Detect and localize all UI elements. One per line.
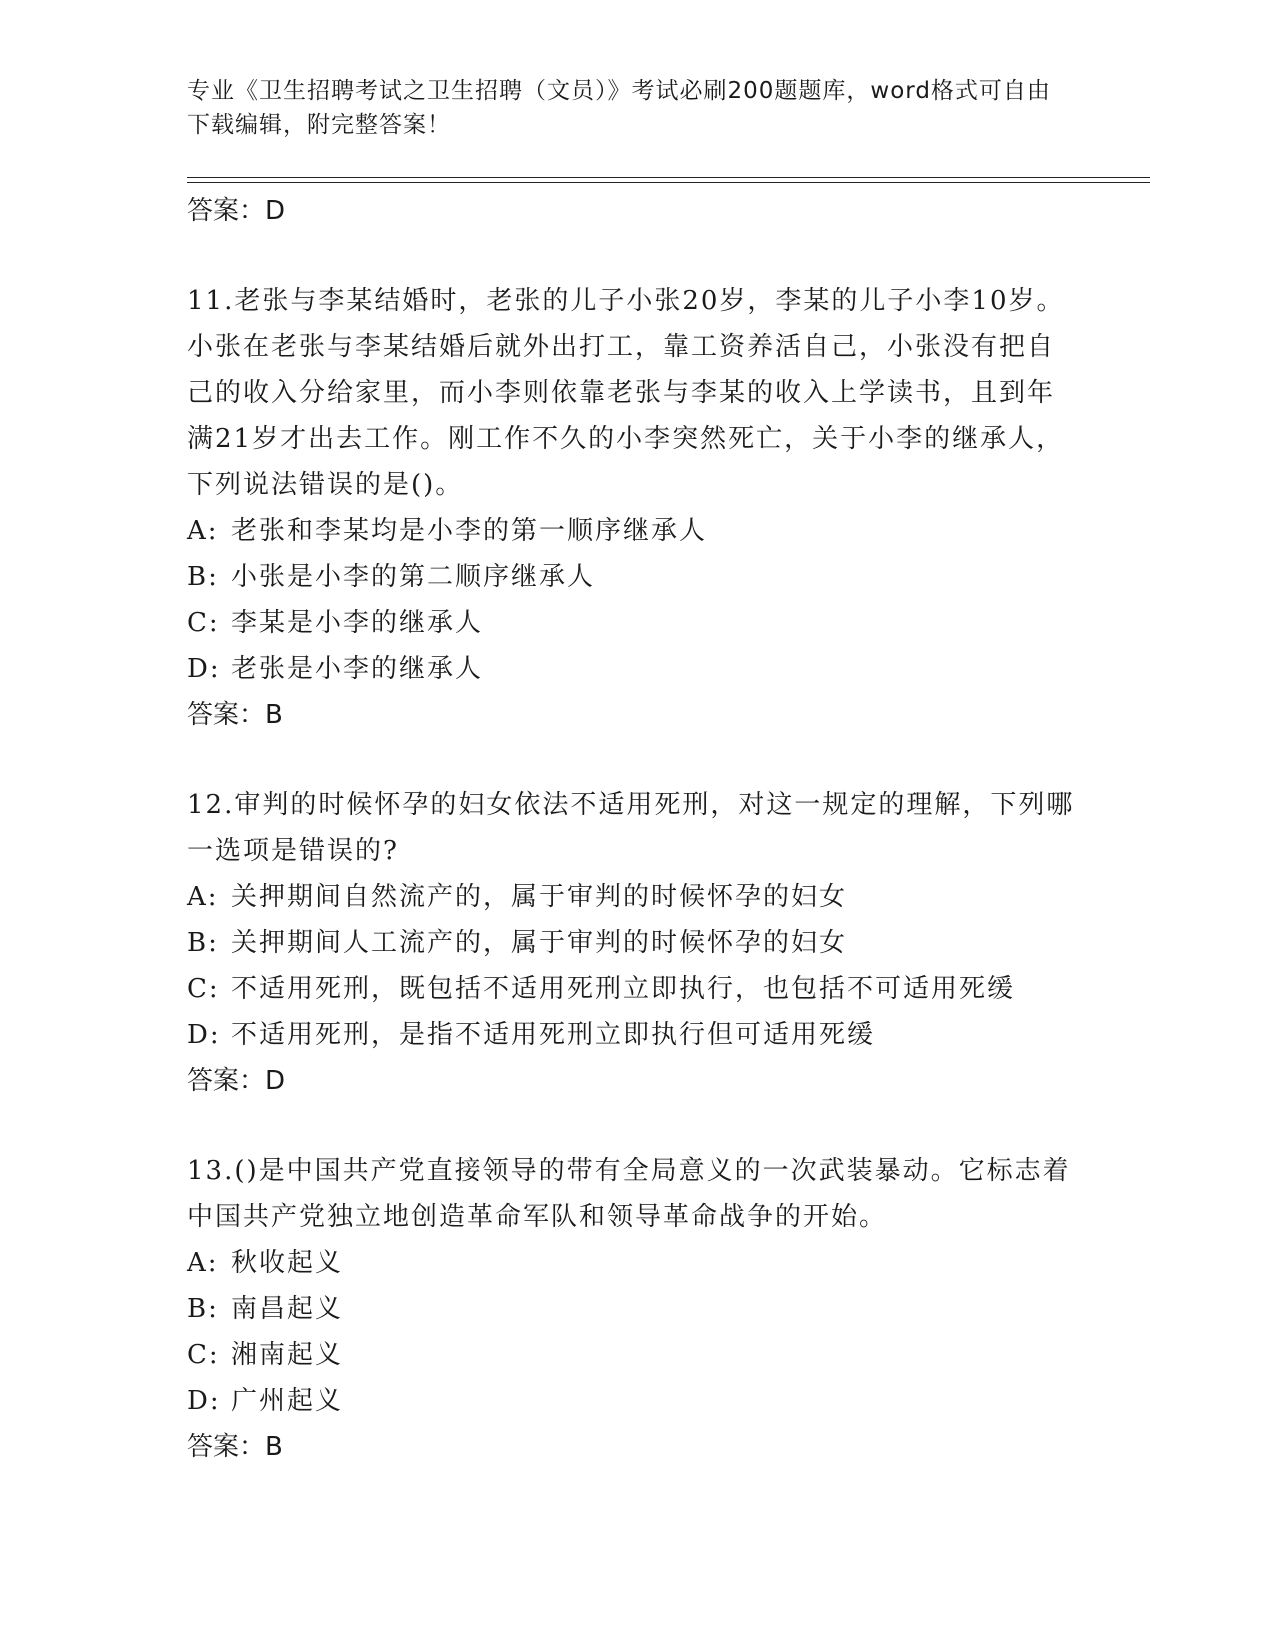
option-c [187,600,1087,646]
option-letter: B: [187,562,219,592]
question-stem: 12.审判的时候怀孕的妇女依法不适用死刑，对这一规定的理解，下列哪一选项是错误的? [187,790,1075,866]
option-d [187,646,1087,692]
question-item [187,782,1087,1104]
option-a [187,508,1087,554]
answer-line: 答案：D [187,196,286,226]
question-item [187,1148,1087,1470]
question-stem: 11.老张与李某结婚时，老张的儿子小张20岁，李某的儿子小李10岁。小张在老张与李某结婚后就外出打工，靠工资养活自己，小张没有把自己的收入分给家里，而小李则依靠老张与李某的收入上学读书，且到年满21岁才出去工作。刚工作不久的小李突然死亡，关于小李的继承人，下列说法错误的是()。 [187,286,1065,500]
option-b [187,554,1087,600]
option-letter: A: [187,882,219,912]
answer-line: 答案：B [187,1432,283,1462]
option-letter: C: [187,974,220,1004]
option-text: 关押期间自然流产的，属于审判的时候怀孕的妇女 [231,882,848,912]
answer-line: 答案：B [187,700,283,730]
option-text: 李某是小李的继承人 [231,608,484,638]
option-b [187,920,1087,966]
question-stem: 13.()是中国共产党直接领导的带有全局意义的一次武装暴动。它标志着中国共产党独立地创造革命军队和领导革命战争的开始。 [187,1156,1071,1232]
option-a [187,874,1087,920]
question-item [187,278,1087,738]
option-text: 不适用死刑，既包括不适用死刑立即执行，也包括不可适用死缓 [231,974,1016,1004]
option-text: 南昌起义 [231,1294,344,1324]
option-text: 不适用死刑，是指不适用死刑立即执行但可适用死缓 [231,1020,876,1050]
option-d [187,1378,1087,1424]
question-list [187,188,1087,1470]
option-text: 老张是小李的继承人 [231,654,484,684]
option-text: 湘南起义 [231,1340,344,1370]
option-a [187,1240,1087,1286]
page-header: 专业《卫生招聘考试之卫生招聘（文员）》考试必刷200题题库，word格式可自由下载编辑，附完整答案！ [187,78,1051,138]
option-text: 小张是小李的第二顺序继承人 [231,562,596,592]
option-text: 老张和李某均是小李的第一顺序继承人 [231,516,708,546]
option-letter: C: [187,608,220,638]
option-letter: D: [187,1020,221,1050]
answer-line: 答案：D [187,1066,286,1096]
header-divider [187,182,1150,183]
option-c [187,966,1087,1012]
option-letter: C: [187,1340,220,1370]
option-text: 关押期间人工流产的，属于审判的时候怀孕的妇女 [231,928,848,958]
option-c [187,1332,1087,1378]
option-letter: A: [187,516,219,546]
option-b [187,1286,1087,1332]
header-divider [187,177,1150,178]
option-letter: A: [187,1248,219,1278]
option-text: 广州起义 [231,1386,344,1416]
option-letter: B: [187,1294,219,1324]
option-d [187,1012,1087,1058]
option-text: 秋收起义 [231,1248,344,1278]
option-letter: D: [187,1386,221,1416]
option-letter: B: [187,928,219,958]
option-letter: D: [187,654,221,684]
